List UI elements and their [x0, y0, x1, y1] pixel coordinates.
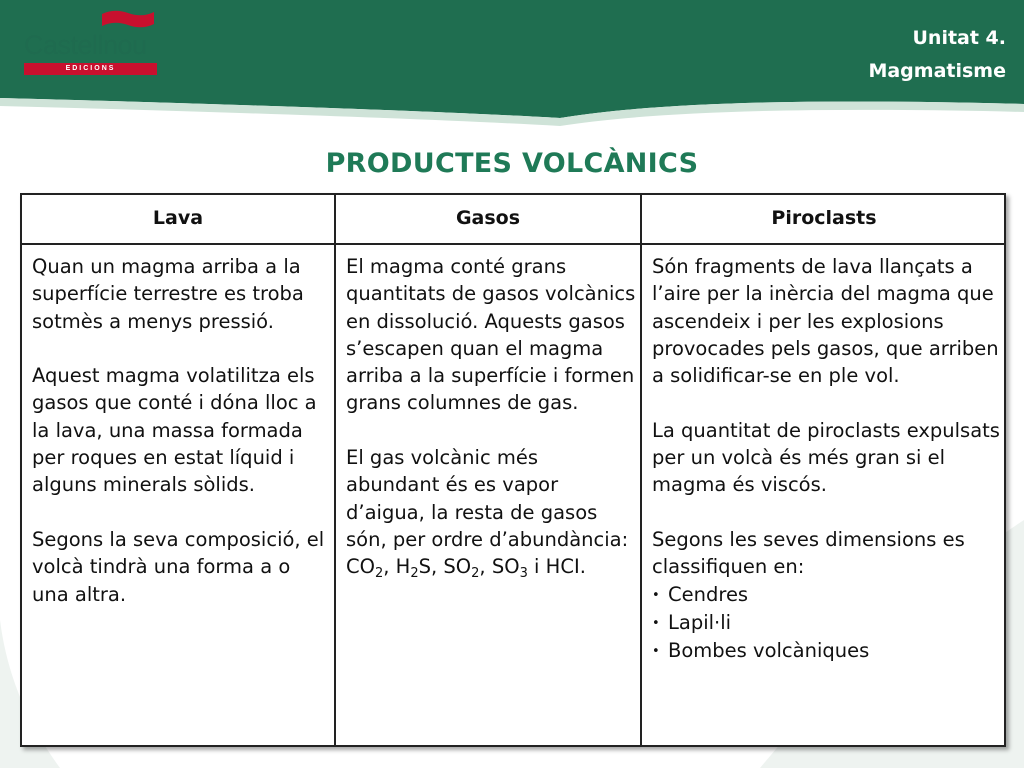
- formula-so3: $SO_3$: [491, 555, 528, 582]
- cell-gasos: [346, 253, 636, 608]
- logo-name: Castellnou: [24, 30, 147, 60]
- list-item: • Cendres: [652, 581, 1004, 609]
- column-divider: [334, 195, 336, 745]
- bullet-icon: •: [652, 587, 660, 603]
- castellnou-logo: [22, 8, 162, 80]
- formula-co2: $CO_2$: [346, 555, 384, 582]
- cell-piroclasts: [652, 253, 1004, 665]
- header-row-divider: [22, 243, 1004, 245]
- piroclasts-paragraph-3: Segons les seves dimensions es classifiquen en:: [652, 527, 965, 579]
- piroclasts-list: [652, 581, 1004, 666]
- formula-so2: $SO_2$: [443, 555, 480, 582]
- unit-number: Unitat 4.: [912, 27, 1006, 49]
- piroclasts-paragraph-1: Són fragments de lava llançats a l’aire per la inèrcia del magma que ascendeix i per les explosions provocades pels gasos, que arriben a solidificar-se en ple vol.: [652, 255, 999, 388]
- lava-paragraph-2: Aquest magma volatilitza els gasos que conté i dóna lloc a la lava, una massa formada per roques en estat líquid i alguns minerals sòlids.: [32, 364, 317, 497]
- lava-paragraph-3: Segons la seva composició, el volcà tindrà una forma a o una altra.: [32, 527, 325, 606]
- bullet-icon: •: [652, 644, 660, 660]
- gasos-paragraph-2: El gas volcànic més abundant és es vapor d’aigua, la resta de gasos són, per ordre d’abundància: $CO_2$, $H_2S$, $SO_2$, $SO_3$ i HCI.: [346, 446, 629, 582]
- header-lava: Lava: [152, 207, 204, 229]
- formula-hcl: HCI.: [545, 555, 586, 579]
- formula-h2s: $H_2S$: [395, 555, 431, 582]
- bullet-icon: •: [652, 615, 660, 631]
- piroclasts-paragraph-2: La quantitat de piroclasts expulsats per un volcà és més gran si el magma és viscós.: [652, 418, 1000, 497]
- products-table: [20, 193, 1006, 747]
- gasos-paragraph-1: El magma conté grans quantitats de gasos volcànics en dissolució. Aquests gasos s’escapen quan el magma arriba a la superfície i formen grans columnes de gas.: [346, 255, 636, 415]
- header-gasos: Gasos: [455, 207, 521, 229]
- flag-icon: [100, 8, 156, 30]
- list-item: • Bombes volcàniques: [652, 637, 1004, 665]
- unit-topic: Magmatisme: [868, 60, 1006, 82]
- column-divider: [640, 195, 642, 745]
- unit-label: [868, 22, 1006, 88]
- header-piroclasts: Piroclasts: [771, 207, 877, 229]
- gasos-intro: El gas volcànic més abundant és es vapor d’aigua, la resta de gasos són, per ordre d’abundància:: [346, 446, 629, 551]
- page-title: PRODUCTES VOLCÀNICS: [325, 148, 699, 179]
- logo-subtitle: EDICIONS: [24, 63, 157, 75]
- lava-paragraph-1: Quan un magma arriba a la superfície terrestre es troba sotmès a menys pressió.: [32, 255, 304, 333]
- list-item: • Lapil·li: [652, 609, 1004, 637]
- cell-lava: [32, 253, 328, 635]
